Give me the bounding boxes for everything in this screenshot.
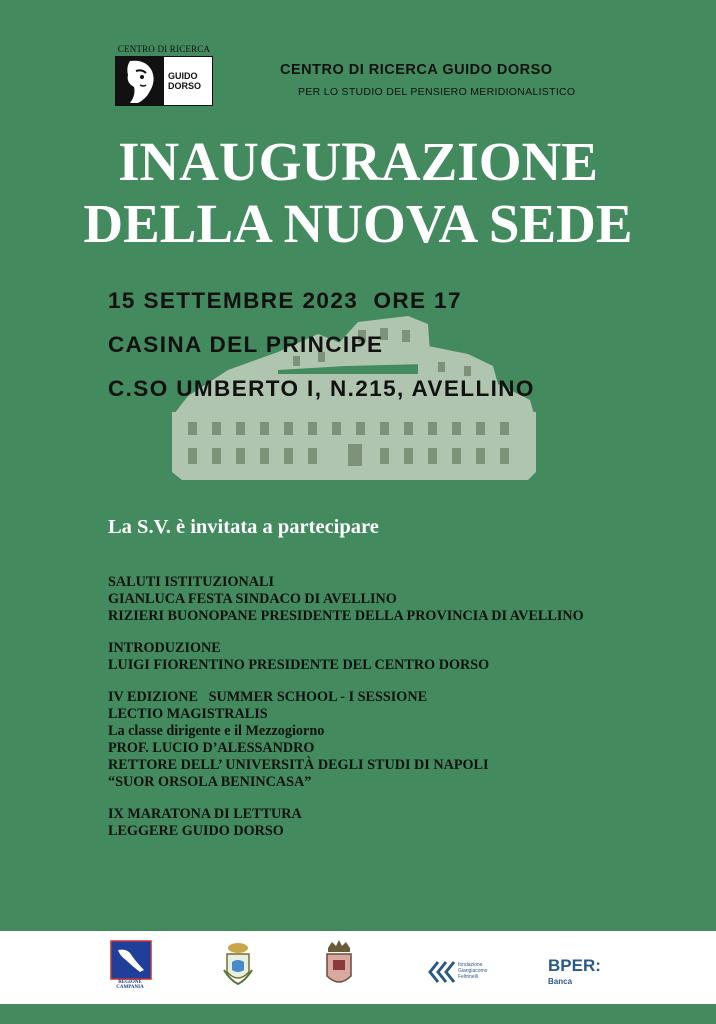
event-date-time: 15 SETTEMBRE 2023 ORE 17 (108, 288, 462, 313)
event-address: C.SO UMBERTO I, N.215, AVELLINO (108, 376, 535, 401)
lectio-heading: LECTIO MAGISTRALIS (108, 706, 268, 722)
title-line-2: DELLA NUOVA SEDE (83, 193, 633, 254)
dorso-logo (112, 44, 216, 106)
introduzione-heading: INTRODUZIONE (108, 640, 221, 656)
lectio-university: “SUOR ORSOLA BENINCASA” (108, 774, 312, 790)
program (108, 574, 668, 855)
invite-text: La S.V. è invitata a partecipare (108, 516, 379, 538)
program-saluti (108, 574, 668, 625)
lectio-speaker-role: RETTORE DELL’ UNIVERSITÀ DEGLI STUDI DI NAPOLI (108, 757, 489, 773)
org-subtitle: PER LO STUDIO DEL PENSIERO MERIDIONALISTICO (298, 86, 576, 98)
lectio-topic: La classe dirigente e il Mezzogiorno (108, 723, 325, 739)
bper-logo: BPER: (548, 956, 601, 975)
lectio-speaker: PROF. LUCIO D’ALESSANDRO (108, 740, 315, 756)
title-line-1: INAUGURAZIONE (118, 131, 598, 192)
portrait-icon (116, 57, 164, 105)
footer-bar (0, 1004, 716, 1024)
regione-campania-logo (110, 940, 152, 980)
summer-school-heading: IV EDIZIONE SUMMER SCHOOL - I SESSIONE (108, 689, 428, 705)
comune-avellino-crest (222, 940, 254, 988)
fondazione-label: fondazione Giangiacomo Feltrinelli (458, 962, 488, 980)
saluti-heading: SALUTI ISTITUZIONALI (108, 574, 274, 590)
saluti-speaker-1: GIANLUCA FESTA SINDACO DI AVELLINO (108, 591, 397, 607)
provincia-avellino-crest (324, 940, 354, 990)
event-venue: CASINA DEL PRINCIPE (108, 332, 384, 357)
sponsor-footer (0, 931, 716, 1004)
introduzione-speaker: LUIGI FIORENTINO PRESIDENTE DEL CENTRO DORSO (108, 657, 490, 673)
regione-campania-label: REGIONE CAMPANIA (116, 980, 144, 990)
maratona-subtitle: LEGGERE GUIDO DORSO (108, 823, 284, 839)
org-name: CENTRO DI RICERCA GUIDO DORSO (280, 62, 553, 78)
bper-sub-label: Banca (548, 977, 573, 986)
logo-caption: CENTRO DI RICERCA (117, 44, 211, 54)
program-introduzione (108, 640, 668, 674)
maratona-heading: IX MARATONA DI LETTURA (108, 806, 302, 822)
program-maratona (108, 806, 668, 840)
logo-emblem (115, 56, 213, 106)
saluti-speaker-2: RIZIERI BUONOPANE PRESIDENTE DELLA PROVINCIA DI AVELLINO (108, 608, 584, 624)
fondazione-feltrinelli-logo (428, 960, 458, 984)
program-summer-school (108, 689, 668, 791)
logo-name: GUIDO DORSO (168, 71, 202, 91)
